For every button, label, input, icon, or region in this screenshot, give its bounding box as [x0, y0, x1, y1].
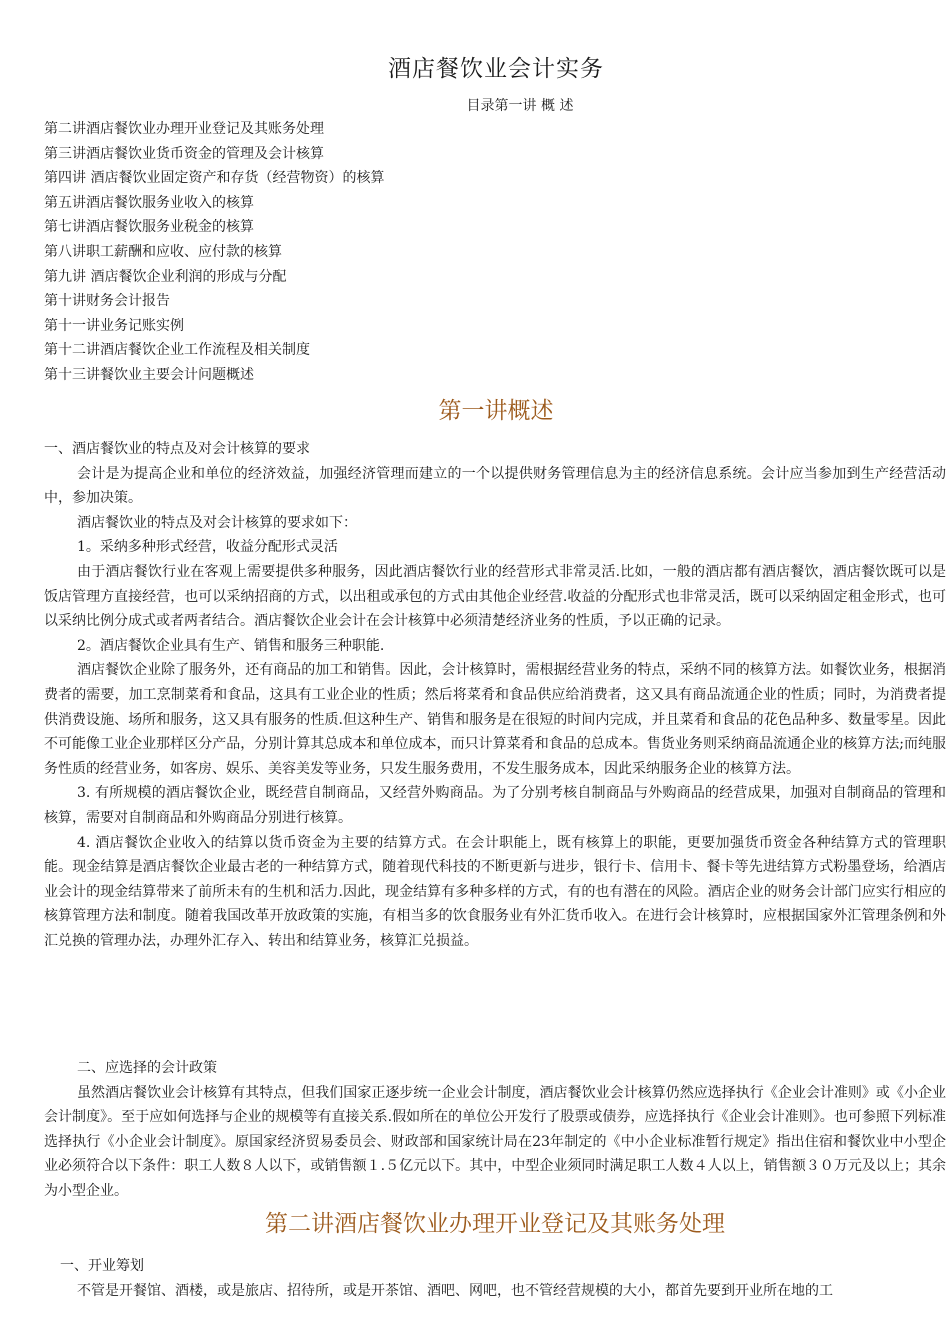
lecture-2-title: 第二讲酒店餐饮业办理开业登记及其账务处理 — [265, 1211, 725, 1237]
toc-item: 第八讲职工薪酬和应收、应付款的核算 — [44, 243, 282, 260]
toc-item: 第十一讲业务记账实例 — [44, 317, 184, 334]
toc-item: 第二讲酒店餐饮业办理开业登记及其账务处理 — [44, 121, 324, 137]
section-heading: 二、应选择的会计政策 — [77, 1060, 217, 1076]
paragraph: 由于酒店餐饮行业在客观上需要提供多种服务，因此酒店餐饮行业的经营形式非常灵活.比如，一般的酒店都有酒店餐饮，酒店餐饮既可以是饭店管理方直接经营，也可以采纳招商的方式，以出租或承包的方式由其他企业经营.收益的分配形式也非常灵活，既可以采纳固定租金形式，也可以采纳比例分成式或者两者结合。酒店餐饮企业会计在会计核算中必须清楚经济业务的性质，予以正确的记录。 — [44, 563, 946, 630]
toc-item: 第五讲酒店餐饮服务业收入的核算 — [44, 194, 254, 211]
document-title: 酒店餐饮业会计实务 — [388, 56, 604, 82]
section-heading: 一、开业筹划 — [60, 1258, 144, 1274]
lecture-1-section-1 — [44, 437, 946, 953]
paragraph: 3. 有所规模的酒店餐饮企业，既经营自制商品，又经营外购商品。为了分别考核自制商品与外购商品的经营成果，加强对自制商品的管理和核算，需要对自制商品和外购商品分别进行核算。 — [44, 785, 946, 826]
paragraph: 不管是开餐馆、酒楼，或是旅店、招待所，或是开茶馆、酒吧、网吧，也不管经营规模的大小，都首先要到开业所在地的工 — [77, 1282, 833, 1299]
paragraph: 酒店餐饮业的特点及对会计核算的要求如下： — [77, 514, 357, 531]
paragraph: 虽然酒店餐饮业会计核算有其特点，但我们国家正逐步统一企业会计制度，酒店餐饮业会计核算仍然应选择执行《企业会计准则》或《小企业会计制度》。至于应如何选择与企业的规模等有直接关系.假如所在的单位公开发行了股票或债券，应选择执行《企业会计准则》。也可参照下列标准选择执行《小企业会计制度》。原国家经济贸易委员会、财政部和国家统计局在23年制定的《中小企业标准暂行规定》指出住宿和餐饮业中小型企业必须符合以下条件：职工人数８人以下，或销售额１.５亿元以下。其中，中型企业须同时满足职工人数４人以上，销售额３０万元及以上；其余为小型企业。 — [44, 1084, 946, 1199]
toc-item: 第三讲酒店餐饮业货币资金的管理及会计核算 — [44, 145, 324, 162]
toc-item: 第九讲 酒店餐饮企业利润的形成与分配 — [44, 268, 287, 285]
paragraph: 会计是为提高企业和单位的经济效益，加强经济管理而建立的一个以提供财务管理信息为主的经济信息系统。会计应当参加到生产经营活动中，参加决策。 — [44, 465, 946, 507]
paragraph: 4. 酒店餐饮企业收入的结算以货币资金为主要的结算方式。在会计职能上，既有核算上的职能，更要加强货币资金各种结算方式的管理职能。现金结算是酒店餐饮企业最古老的一种结算方式，随着现代科技的不断更新与进步，银行卡、信用卡、餐卡等先进结算方式粉墨登场，给酒店业会计的现金结算带来了前所未有的生机和活力.因此，现金结算有多种多样的方式，有的也有潜在的风险。酒店企业的财务会计部门应实行相应的核算管理方法和制度。随着我国改革开放政策的实施，有相当多的饮食服务业有外汇货币收入。在进行会计核算时，应根据国家外汇管理条例和外汇兑换的管理办法，办理外汇存入、转出和结算业务，核算汇兑损益。 — [44, 834, 946, 949]
table-of-contents — [44, 117, 384, 388]
lecture-1-title: 第一讲概述 — [438, 398, 554, 424]
lecture-2-section-1 — [44, 1254, 946, 1303]
toc-item: 第十三讲餐饮业主要会计问题概述 — [44, 366, 254, 383]
toc-item: 第七讲酒店餐饮服务业税金的核算 — [44, 219, 254, 236]
toc-item: 第十二讲酒店餐饮企业工作流程及相关制度 — [44, 342, 310, 359]
toc-item: 第十讲财务会计报告 — [44, 293, 170, 310]
lecture-1-section-2 — [44, 1056, 946, 1204]
paragraph: 2。酒店餐饮企业具有生产、销售和服务三种职能. — [77, 637, 385, 654]
paragraph: 酒店餐饮企业除了服务外，还有商品的加工和销售。因此，会计核算时，需根据经营业务的特点，采纳不同的核算方法。如餐饮业务，根据消费者的需要，加工烹制菜肴和食品，这具有工业企业的性质；然后将菜肴和食品供应给消费者，这又具有商品流通企业的性质；同时，为消费者提供消费设施、场所和服务，这又具有服务的性质.但这种生产、销售和服务是在很短的时间内完成，并且菜肴和食品的花色品种多、数量零星。因此不可能像工业企业那样区分产品，分别计算其总成本和单位成本，而只计算菜肴和食品的总成本。售货业务则采纳商品流通企业的核算方法;而纯服务性质的经营业务，如客房、娱乐、美容美发等业务，只发生服务费用，不发生服务成本，因此采纳服务企业的核算方法。 — [44, 662, 946, 777]
section-heading: 一、酒店餐饮业的特点及对会计核算的要求 — [44, 441, 310, 457]
toc-item: 第四讲 酒店餐饮业固定资产和存货（经营物资）的核算 — [44, 170, 385, 187]
paragraph: 1。采纳多种形式经营，收益分配形式灵活 — [77, 539, 338, 556]
toc-heading: 目录第一讲 概 述 — [466, 98, 574, 114]
